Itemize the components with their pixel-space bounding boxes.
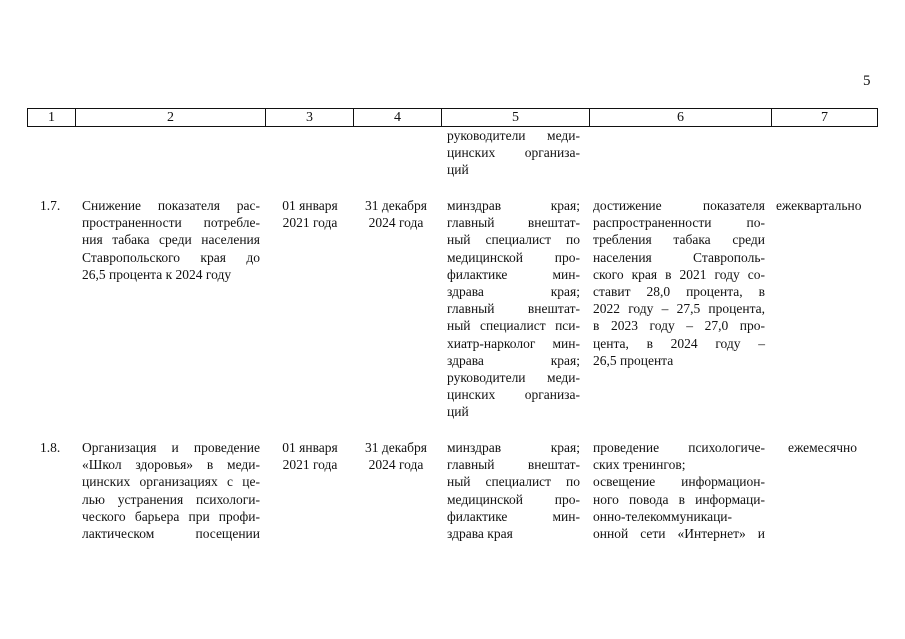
header-col-5: 5 (442, 109, 590, 127)
text-line: ния табака среди населения (82, 232, 260, 248)
header-col-1: 1 (28, 109, 76, 127)
text-line: 26,5 процента к 2024 году (82, 266, 232, 282)
row-1-7-measure (82, 197, 260, 283)
text-line: ный специалист по (447, 474, 580, 490)
header-col-3: 3 (266, 109, 354, 127)
text-line: здрава края; (447, 352, 580, 368)
text-line: 31 декабря (365, 440, 427, 455)
continuation-executors (447, 127, 580, 179)
text-line: ного повода в информаци- (593, 491, 765, 507)
text-line: в 2023 году – 27,0 про- (593, 318, 765, 334)
text-line: освещение информацион- (593, 474, 765, 490)
text-line: 01 января (282, 198, 338, 213)
text-line: здрава края (447, 526, 513, 542)
text-line: лью устранения психологи- (82, 491, 260, 507)
text-line: минздрав края; (447, 198, 580, 213)
row-1-8-executors (447, 439, 580, 542)
row-1-8-number: 1.8. (40, 440, 61, 455)
text-line: требления табака среди (593, 232, 765, 248)
text-line: ный специалист пси- (447, 318, 580, 334)
text-line: Ставропольского края до (82, 249, 260, 265)
row-1-8-indicator (593, 439, 765, 542)
text-line: проведение психологиче- (593, 440, 765, 455)
text-line: филактике мин- (447, 508, 580, 524)
row-1-7-start-date (272, 197, 348, 231)
text-line: 2022 году – 27,5 процента, (593, 301, 765, 317)
text-line: достижение показателя (593, 198, 765, 213)
text-line: цинских организа- (447, 387, 580, 403)
text-line: цента, в 2024 году – (593, 335, 765, 351)
text-line: 31 декабря (365, 198, 427, 213)
row-1-8-measure (82, 439, 260, 542)
header-col-4: 4 (354, 109, 442, 127)
text-line: здрава края; (447, 284, 580, 300)
text-line: ставит 28,0 процента, в (593, 284, 765, 300)
text-line: 2024 года (368, 457, 424, 473)
text-line: 26,5 процента (593, 352, 674, 368)
text-line: Организация и проведение (82, 440, 260, 455)
text-line: минздрав края; (447, 440, 580, 455)
text-line: онно-телекоммуникаци- (593, 508, 733, 524)
text-line: 2024 года (368, 215, 424, 231)
text-line: хиатр-нарколог мин- (447, 335, 580, 351)
text-line: распространенности по- (593, 215, 765, 231)
text-line: ций (447, 404, 469, 420)
text-line: лактическом посещении (82, 526, 260, 542)
row-1-7-executors (447, 197, 580, 421)
text-line: медицинской про- (447, 249, 580, 265)
text-line: ского края в 2021 году со- (593, 266, 765, 282)
header-col-2: 2 (76, 109, 266, 127)
row-1-7-end-date (356, 197, 436, 231)
text-line: ческого барьера при профи- (82, 508, 260, 524)
header-col-6: 6 (590, 109, 772, 127)
text-line: 01 января (282, 440, 338, 455)
text-line: онной сети «Интернет» и (593, 526, 765, 542)
row-1-8-frequency: ежемесячно (788, 440, 857, 455)
text-line: 2021 года (282, 457, 338, 473)
text-line: главный внештат- (447, 215, 580, 231)
header-col-7: 7 (772, 109, 878, 127)
row-1-7-indicator (593, 197, 765, 369)
text-line: ских тренингов; (593, 457, 686, 473)
text-line: главный внештат- (447, 457, 580, 473)
text-line: населения Ставрополь- (593, 249, 765, 265)
text-line: медицинской про- (447, 491, 580, 507)
text-line: 2021 года (282, 215, 338, 231)
page-number: 5 (863, 73, 871, 89)
row-1-7-number: 1.7. (40, 198, 61, 213)
text-line: ций (447, 162, 469, 178)
row-1-8-end-date (356, 439, 436, 473)
text-line: пространенности потребле- (82, 215, 260, 231)
text-line: главный внештат- (447, 301, 580, 317)
text-line: «Школ здоровья» в меди- (82, 457, 260, 473)
text-line: ный специалист по (447, 232, 580, 248)
column-number-header (27, 108, 878, 127)
text-line: филактике мин- (447, 266, 580, 282)
row-1-8-start-date (272, 439, 348, 473)
text-line: Снижение показателя рас- (82, 198, 260, 213)
text-line: руководители меди- (447, 128, 580, 143)
text-line: цинских организа- (447, 145, 580, 161)
text-line: цинских организациях с це- (82, 474, 260, 490)
text-line: руководители меди- (447, 370, 580, 386)
row-1-7-frequency: ежеквартально (776, 198, 862, 213)
